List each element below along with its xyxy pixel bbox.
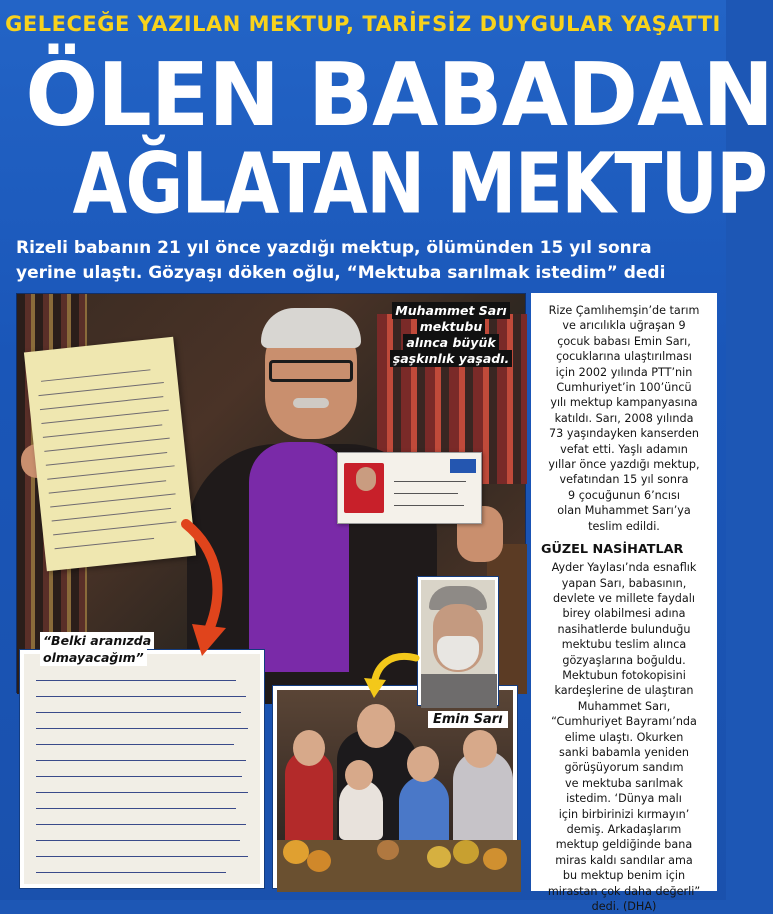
deck-line-2: yerine ulaştı. Gözyaşı döken oğlu, “Mektuba sarılmak istedim” dedi [16,263,666,283]
letter-quote-callout [40,632,180,666]
article-line: devlete ve millete faydalı [552,591,695,605]
article-line: yapan Sarı, babasının, [561,576,687,590]
main-headline-line-2: AĞLATAN MEKTUP [72,134,767,233]
article-line: mektup geldiğinde bana [555,838,693,852]
stamp-portrait [356,467,376,491]
article-line: 9 çocuğunun 6’ncısı [568,488,680,502]
article-line: yılı mektup kampanyasına [550,396,698,410]
article-line: gözyaşlarına boğuldu. [562,653,686,667]
man-hair [261,308,361,348]
article-column [531,293,717,914]
article-line: demiş. Arkadaşlarım [566,823,682,836]
article-line: miras kaldı sandılar ama [555,853,693,867]
article-line: 73 yaşındayken kanserden [549,427,699,441]
main-headline-line-1: ÖLEN BABADAN [25,44,773,147]
moustache [293,398,329,408]
quote-line-1: “Belki aranızda [40,632,154,649]
article-line: bu mektup benim için [562,869,686,883]
callout-line-4: şaşkınlık yaşadı. [390,350,513,367]
envelope [337,452,482,524]
article-line: için 2002 yılında PTT’nin [555,365,693,379]
postage-stamp [450,459,476,473]
article-line: katıldı. Sarı, 2008 yılında [554,411,694,425]
article-line: Ayder Yaylası’nda esnaflık [551,561,697,575]
article-line: Muhammet Sarı, [577,699,671,713]
quote-line-2: olmayacağım” [40,649,147,666]
article-paragraph-2 [537,560,711,914]
article-line: birey olabilmesi adına [562,607,686,621]
article-line: istedim. ‘Dünya malı [566,792,682,806]
article-line: ve mektuba sarılmak [564,776,684,790]
article-line: çocuk babası Emin Sarı, [557,334,691,348]
article-line: mektubu teslim alınca [561,638,687,652]
deck-subheadline [16,236,716,286]
article-line: Mektubun fotokopisini [562,668,686,682]
article-line: dedi. (DHA) [591,900,657,914]
article-line: Cumhuriyet’in 100’üncü [556,381,692,395]
deck-line-1: Rizeli babanın 21 yıl önce yazdığı mektup, ölümünden 15 yıl sonra [16,238,652,258]
article-line: yıllar önce yazdığı mektup, [548,458,700,472]
article-line: vefatından 15 yıl sonra [559,473,689,487]
article-line: için birbirinizi kırmayın’ [558,807,690,821]
callout-line-1: Muhammet Sarı [392,302,509,319]
article-paragraph-1 [537,303,711,534]
emin-sari-portrait [418,577,498,705]
article-line: teslim edildi. [588,519,660,533]
article-line: elime ulaştı. Okurken [564,730,684,744]
article-subhead: GÜZEL NASİHATLAR [541,542,684,558]
article-line: olan Muhammet Sarı’ya [557,504,691,518]
glasses [269,360,353,382]
main-photo-callout [389,303,513,367]
article-line: görüşüyorum sandım [564,761,684,775]
article-line: mirastan çok daha değerli” [547,884,701,898]
kicker-headline: GELECEĞE YAZILAN MEKTUP, TARİFSİZ DUYGULAR YAŞATTI [5,12,721,36]
article-line: Rize Çamlıhemşin’de tarım [548,304,700,317]
article-line: nasihatlerde bulunduğu [557,622,691,636]
article-line: “Cumhuriyet Bayramı’nda [551,715,697,729]
article-line: çocuklarına ulaştırılması [556,350,692,364]
article-line: sanki babamla yeniden [558,745,690,759]
callout-line-2: mektubu [417,318,486,335]
article-line: ve arıcılıkla uğraşan 9 [562,319,686,333]
portrait-caption: Emin Sarı [428,711,508,728]
article-line: vefat etti. Yaşlı adamın [560,442,688,456]
yellow-arrow-icon [362,648,422,700]
letter-closeup-photo [20,650,264,888]
callout-line-3: alınca büyük [403,334,498,351]
article-line: kardeşlerine de ulaştıran [554,684,694,698]
man-shirt [249,442,349,672]
